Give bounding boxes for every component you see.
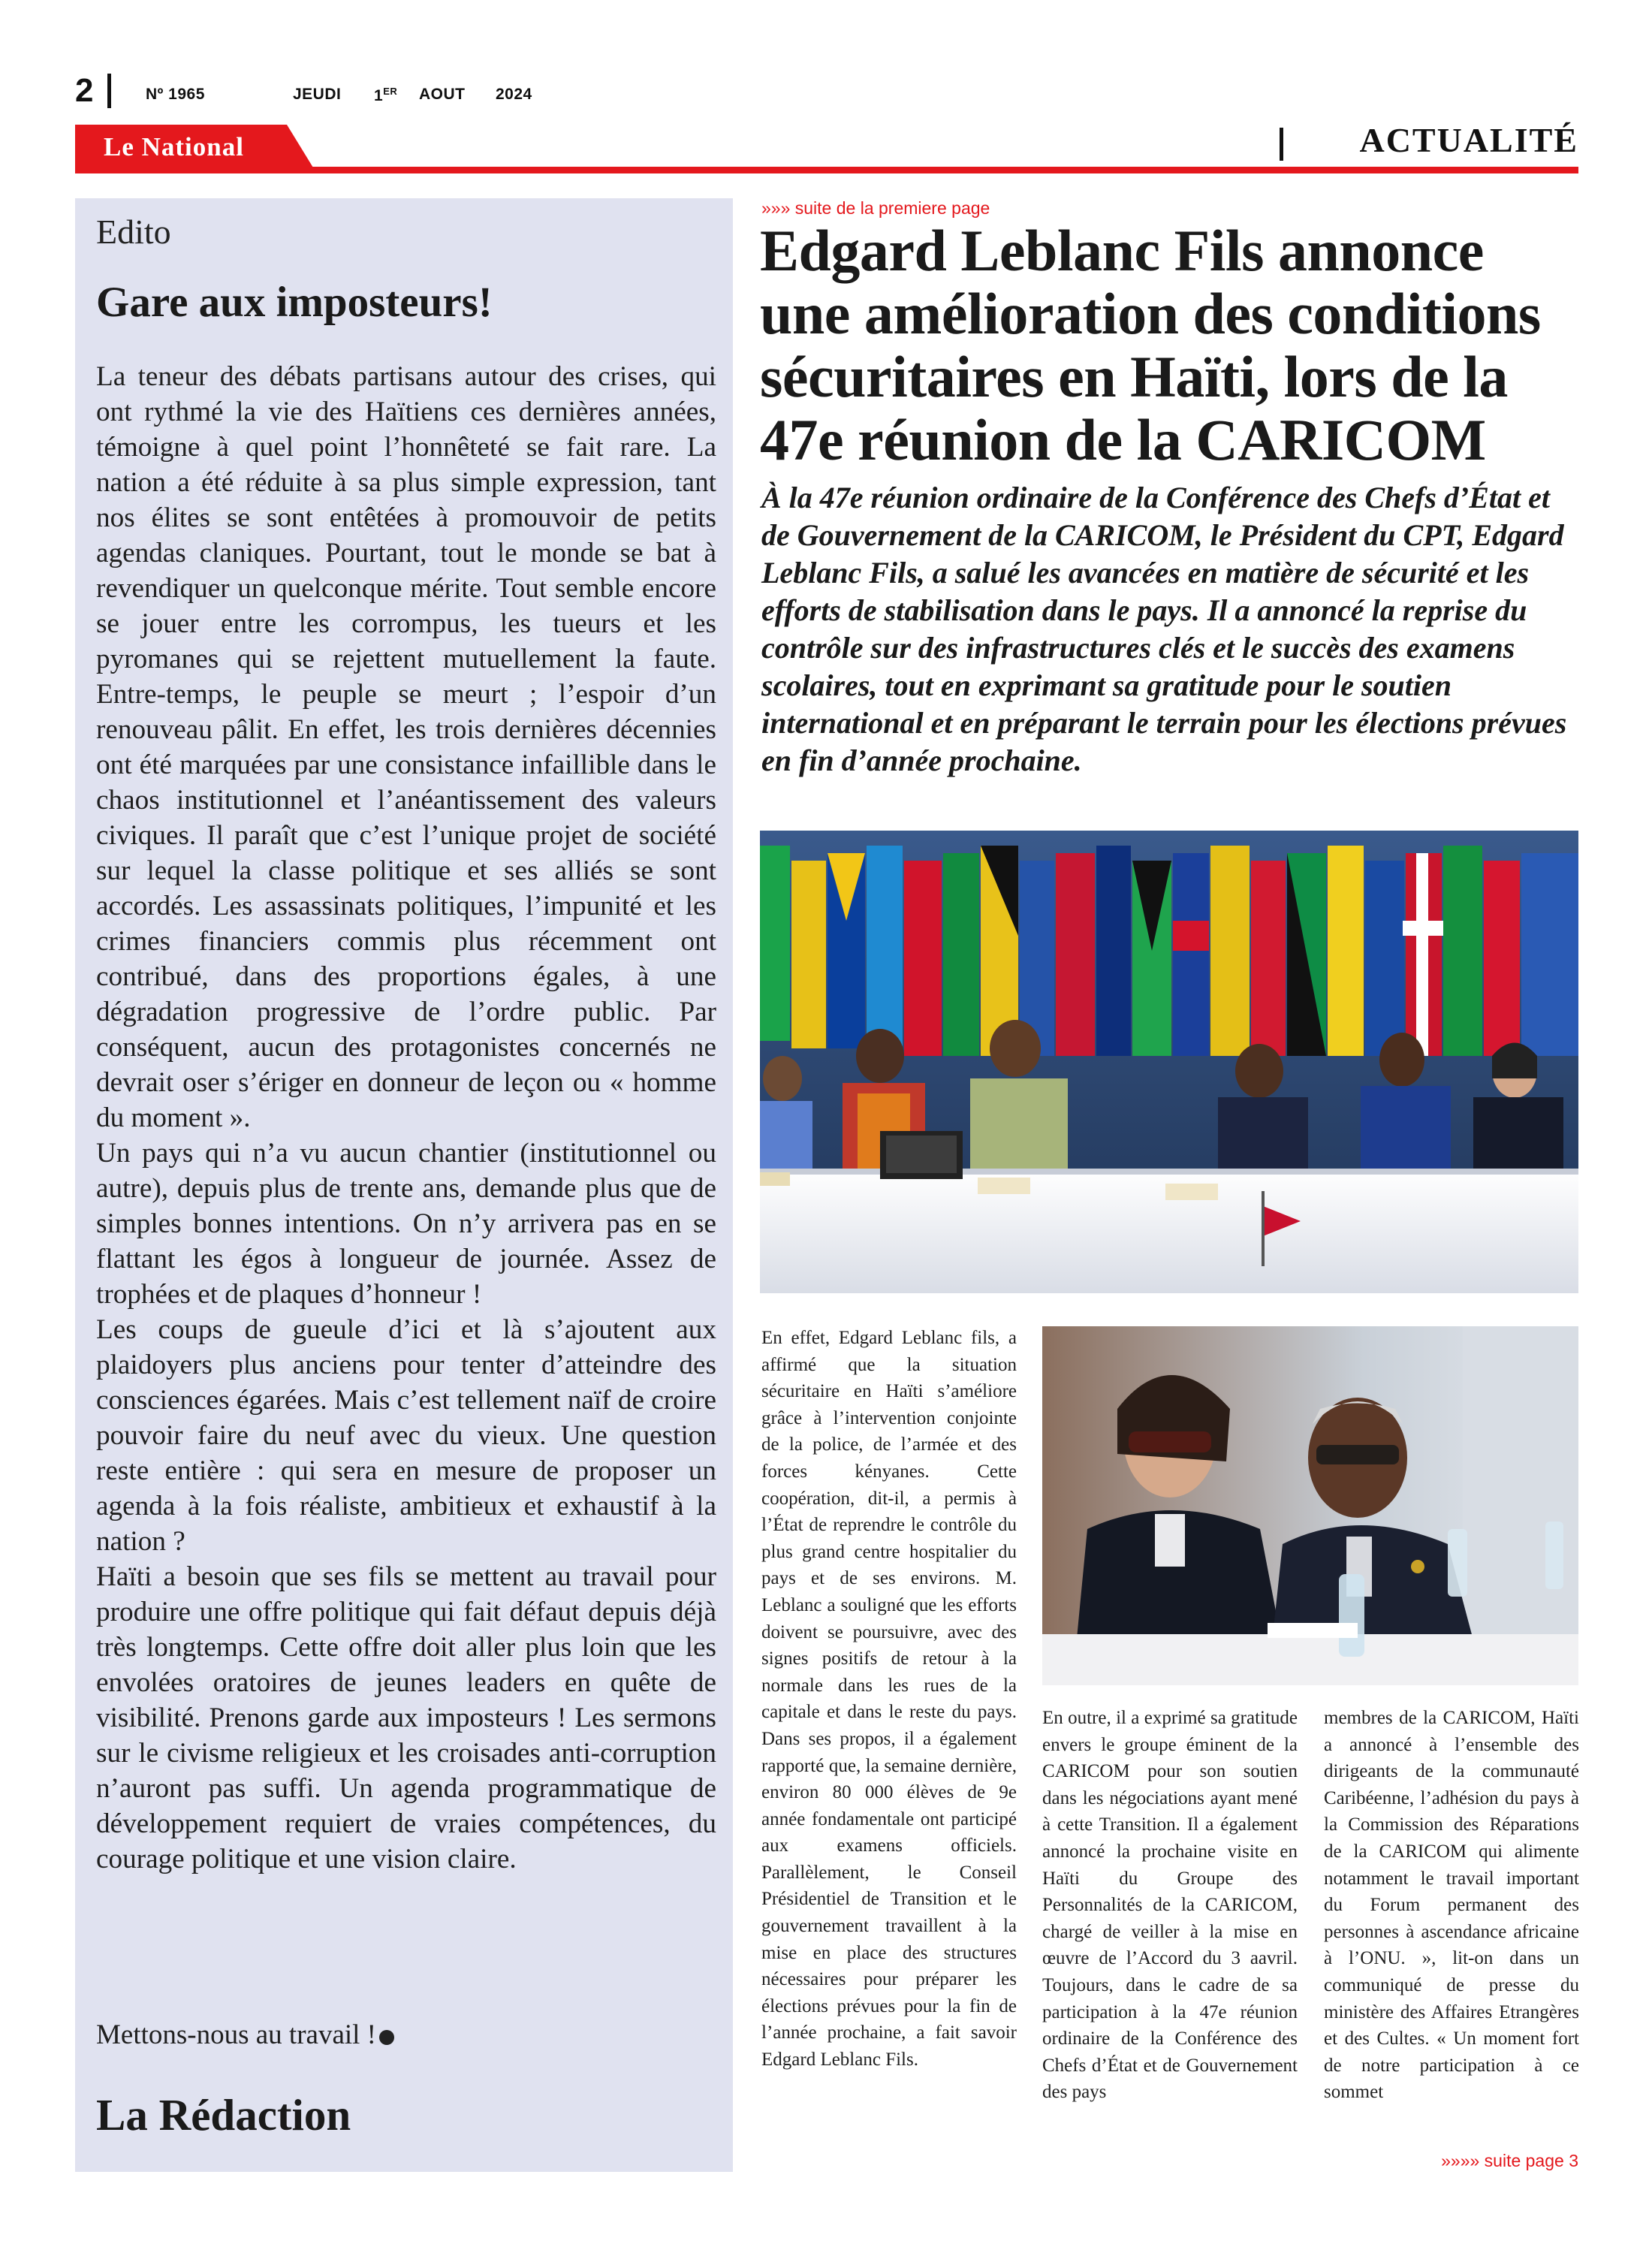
edito-kicker: Edito bbox=[96, 213, 171, 251]
issue-year: 2024 bbox=[496, 86, 532, 103]
section-rubric: ACTUALITÉ bbox=[1359, 121, 1578, 159]
article-column-2: En outre, il a exprimé sa gratitude envers le groupe éminent de la CARICOM pour son soutien dans les négociations ayant mené à cette Transition. Il a également annoncé la prochaine visite en Haïti du Groupe des Personnalités de la CARICOM, chargé de veiller à la mise en œuvre de l’Accord du 3 aavril. Toujours, dans le cadre de sa participation à la 47e réunion ordinaire de la Conférence des Chefs d’État et de Gouvernement des pays bbox=[1042, 1708, 1298, 2103]
edito-signoff-text: Mettons-nous au travail ! bbox=[96, 2019, 376, 2050]
brand-logo: Le National bbox=[104, 132, 244, 161]
header-rule bbox=[75, 167, 1578, 173]
article-continuation-kicker: »»» suite de la premiere page bbox=[761, 198, 990, 218]
article-column-1: En effet, Edgard Leblanc fils, a affirmé que la situation sécuritaire en Haïti s’améliore grâce à l’intervention conjointe de la police, de l’armée et des forces kényanes. Cette coopération, dit-il, a permis à l’État de reprendre le contrôle du plus grand centre hospitalier du pays et de ses environs. M. Leblanc a souligné que les efforts doivent se poursuivre, avec des signes positifs de retour à la normale dans les rues de la capitale et dans le reste du pays. Dans ses propos, il a également rapporté que, la semaine dernière, environ 80 000 élèves de 9e année fondamentale ont participé aux examens officiels. Parallèlement, le Conseil Présidentiel de Transition et le gouvernement travaillent à la mise en place des structures nécessaires pour préparer les élections prévues pour la fin de l’année prochaine, a fait savoir Edgard Leblanc Fils. bbox=[761, 1328, 1017, 2071]
continued-on-page-3-link[interactable]: »»»» suite page 3 bbox=[1441, 2151, 1578, 2170]
issue-number: Nº 1965 bbox=[146, 86, 205, 103]
summit-panel-photo bbox=[760, 831, 1578, 1293]
edito-title: Gare aux imposteurs! bbox=[96, 279, 493, 326]
article-lead: À la 47e réunion ordinaire de la Conférence des Chefs d’État et de Gouvernement de la CARICOM, le Président du CPT, Edgard Leblanc Fils, a salué les avancées en matière de sécurité et les efforts de stabilisation dans le pays. Il a annoncé la reprise du contrôle sur des infrastructures clés et le succès des examens scolaires, tout en exprimant sa gratitude pour le soutien international et en préparant le terrain pour les élections prévues en fin d’année prochaine. bbox=[761, 481, 1567, 777]
edito-signoff bbox=[96, 2019, 394, 2051]
issue-month: AOUT bbox=[419, 86, 466, 103]
article-headline: Edgard Leblanc Fils annonce une amélioration des conditions sécuritaires en Haïti, lors de la 47e réunion de la CARICOM bbox=[760, 218, 1541, 472]
issue-weekday: JEUDI bbox=[293, 86, 342, 103]
edito-paragraph: Un pays qui n’a vu aucun chantier (institutionnel ou autre), depuis plus de trente ans, demande plus que de simples bonnes intentions. On n’y arrivera pas en se flattant les égos à longueur de journée. Assez de trophées et de plaques d’honneur ! bbox=[96, 1138, 716, 1310]
issue-day-suffix: ER bbox=[383, 86, 398, 97]
issue-day: 1ER bbox=[374, 86, 398, 104]
page-number-divider bbox=[107, 74, 111, 108]
edito-author: La Rédaction bbox=[96, 2090, 351, 2140]
edito-paragraph: La teneur des débats partisans autour des crises, qui ont rythmé la vie des Haïtiens ces dernières années, témoigne à quel point l’honnêteté se fait rare. La nation a été réduite à sa plus simple expression, tant nos élites se sont entêtées à promouvoir de petits agendas claniques. Pourtant, tout le monde se bat à revendiquer un quelconque mérite. Tout semble encore se jouer entre les corrompus, les tueurs et les pyromanes qui se rejettent mutuellement la faute. Entre-temps, le peuple se meurt ; l’espoir d’un renouveau pâlit. En effet, les trois dernières décennies ont été marquées par une consistance infaillible dans le chaos institutionnel et l’anéantissement des valeurs civiques. Il paraît que c’est l’unique projet de société sur lequel la classe politique et ses alliés se sont accordés. Les assassinats politiques, l’impunité et les crimes financiers commis plus récemment ont contribué, dans des proportions égales, à une dégradation progressive de l’ordre public. Par conséquent, aucun des protagonistes concernés ne devrait oser s’ériger en donneur de leçon ou « homme du moment ». bbox=[96, 361, 716, 1133]
delegates-photo bbox=[1042, 1326, 1578, 1685]
end-mark-icon bbox=[379, 2030, 394, 2045]
article-column-3: membres de la CARICOM, Haïti a annoncé à l’ensemble des dirigeants de la communauté Caribéenne, l’adhésion du pays à la Commission des Réparations de la CARICOM qui alimente notamment le travail important du Forum permanent des personnes à ascendance africaine à l’ONU. », lit-on dans un communiqué de presse du ministère des Affaires Etrangères et des Cultes. « Un moment fort de notre participation à ce sommet bbox=[1324, 1708, 1579, 2103]
page-number: 2 bbox=[75, 72, 94, 109]
rubric-divider bbox=[1280, 128, 1283, 161]
edito-body bbox=[96, 359, 716, 1877]
edito-paragraph: Haïti a besoin que ses fils se mettent au travail pour produire une offre politique qui fait défaut depuis déjà très longtemps. Cette offre doit aller plus loin que les envolées oratoires de jeunes leaders en quête de visibilité. Prenons garde aux imposteurs ! Les sermons sur le civisme religieux et les croisades anti-corruption n’auront pas suffi. Un agenda programmatique de développement requiert de vraies compétences, du courage politique et une vision claire. bbox=[96, 1561, 716, 1874]
edito-paragraph: Les coups de gueule d’ici et là s’ajoutent aux plaidoyers plus anciens pour tenter d’atteindre des consciences égarées. Mais c’est tellement naïf de croire pouvoir faire du neuf avec du vieux. Une question reste entière : qui sera en mesure de proposer un agenda à la fois réaliste, ambitieux et exhaustif à la nation ? bbox=[96, 1314, 716, 1557]
